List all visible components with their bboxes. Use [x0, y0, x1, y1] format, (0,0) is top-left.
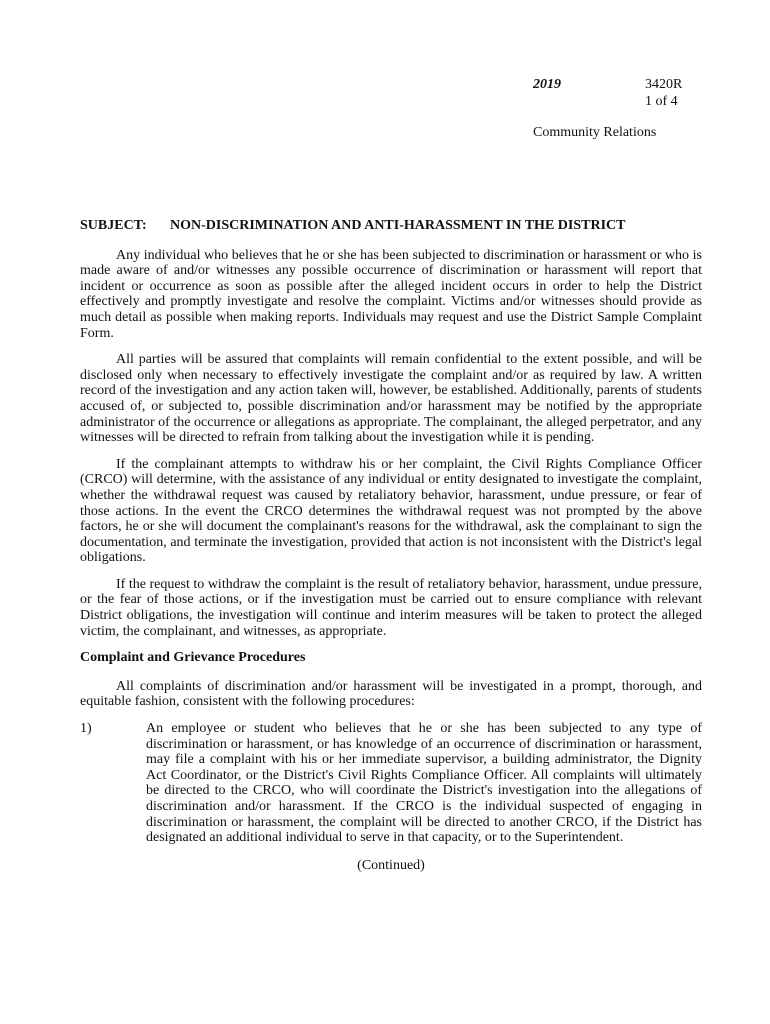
document-body: [80, 218, 702, 873]
page-indicator: 1 of 4: [645, 94, 678, 109]
procedures-heading: Complaint and Grievance Procedures: [80, 650, 306, 666]
policy-year: 2019: [533, 77, 561, 92]
paragraph-withdrawal: If the complainant attempts to withdraw his or her complaint, the Civil Rights Compliance Officer (CRCO) will determine, with the assistance of any individual or entity designated to investigate the complaint, whether the withdrawal request was caused by retaliatory behavior, harassment, undue pressure, or fear of those actions. In the event the CRCO determines the withdrawal request was not prompted by the above factors, he or she will document the complainant's reasons for the withdrawal, ask the complainant to sign the documentation, and terminate the investigation, provided that action is not inconsistent with the District's legal obligations.: [80, 456, 702, 566]
continued-note: (Continued): [357, 857, 425, 873]
paragraph-withdrawal-retaliation: If the request to withdraw the complaint is the result of retaliatory behavior, harassment, undue pressure, or the fear of those actions, or if the investigation must be carried out to ensure compliance with relevant District obligations, the investigation will continue and interim measures will be taken to protect the alleged victim, the complainant, and witnesses, as appropriate.: [80, 576, 702, 639]
list-item: [80, 721, 702, 846]
list-item-number: 1): [80, 721, 92, 737]
paragraph-confidentiality: All parties will be assured that complaints will remain confidential to the extent possible, and will be disclosed only when necessary to effectively investigate the complaint and/or as required by law. A written record of the investigation and any action taken will, however, be established. Additionally, parents of students accused of, or subjected to, possible discrimination and/or harassment may be notified by the appropriate administrator of the occurrence or allegations as appropriate. The complainant, the alleged perpetrator, and any witnesses will be directed to refrain from talking about the investigation while it is pending.: [80, 352, 702, 446]
paragraph-reporting: Any individual who believes that he or she has been subjected to discrimination or harassment or who is made aware of and/or witnesses any possible occurrence of discrimination or harassment will report that incident or occurrence as soon as possible after the alleged incident occurs in order to help the District effectively and promptly investigate and resolve the complaint. Victims and/or witnesses should provide as much detail as possible when making reports. Individuals may request and use the District Sample Complaint Form.: [80, 247, 702, 341]
procedures-intro: All complaints of discrimination and/or harassment will be investigated in a prompt, thorough, and equitable fashion, consistent with the following procedures:: [80, 678, 702, 710]
subject-line: [80, 218, 702, 234]
policy-code: 3420R: [645, 77, 683, 92]
subject-label: SUBJECT:: [80, 218, 147, 233]
list-item-text: An employee or student who believes that he or she has been subjected to any type of discrimination or harassment, or has knowledge of an occurrence of discrimination or harassment, may file a complaint with his or her immediate supervisor, a building administrator, the Dignity Act Coordinator, or the District's Civil Rights Compliance Officer. All complaints will ultimately be directed to the CRCO, who will coordinate the District's investigation into the allegations of discrimination and/or harassment. If the CRCO is the individual suspected of engaging in discrimination or harassment, the complaint will be directed to another CRCO, if the District has designated an additional individual to serve in that capacity, or to the Superintendent.: [146, 721, 702, 846]
subject-title: NON-DISCRIMINATION AND ANTI-HARASSMENT IN THE DISTRICT: [170, 218, 626, 233]
section-name: Community Relations: [533, 125, 657, 140]
